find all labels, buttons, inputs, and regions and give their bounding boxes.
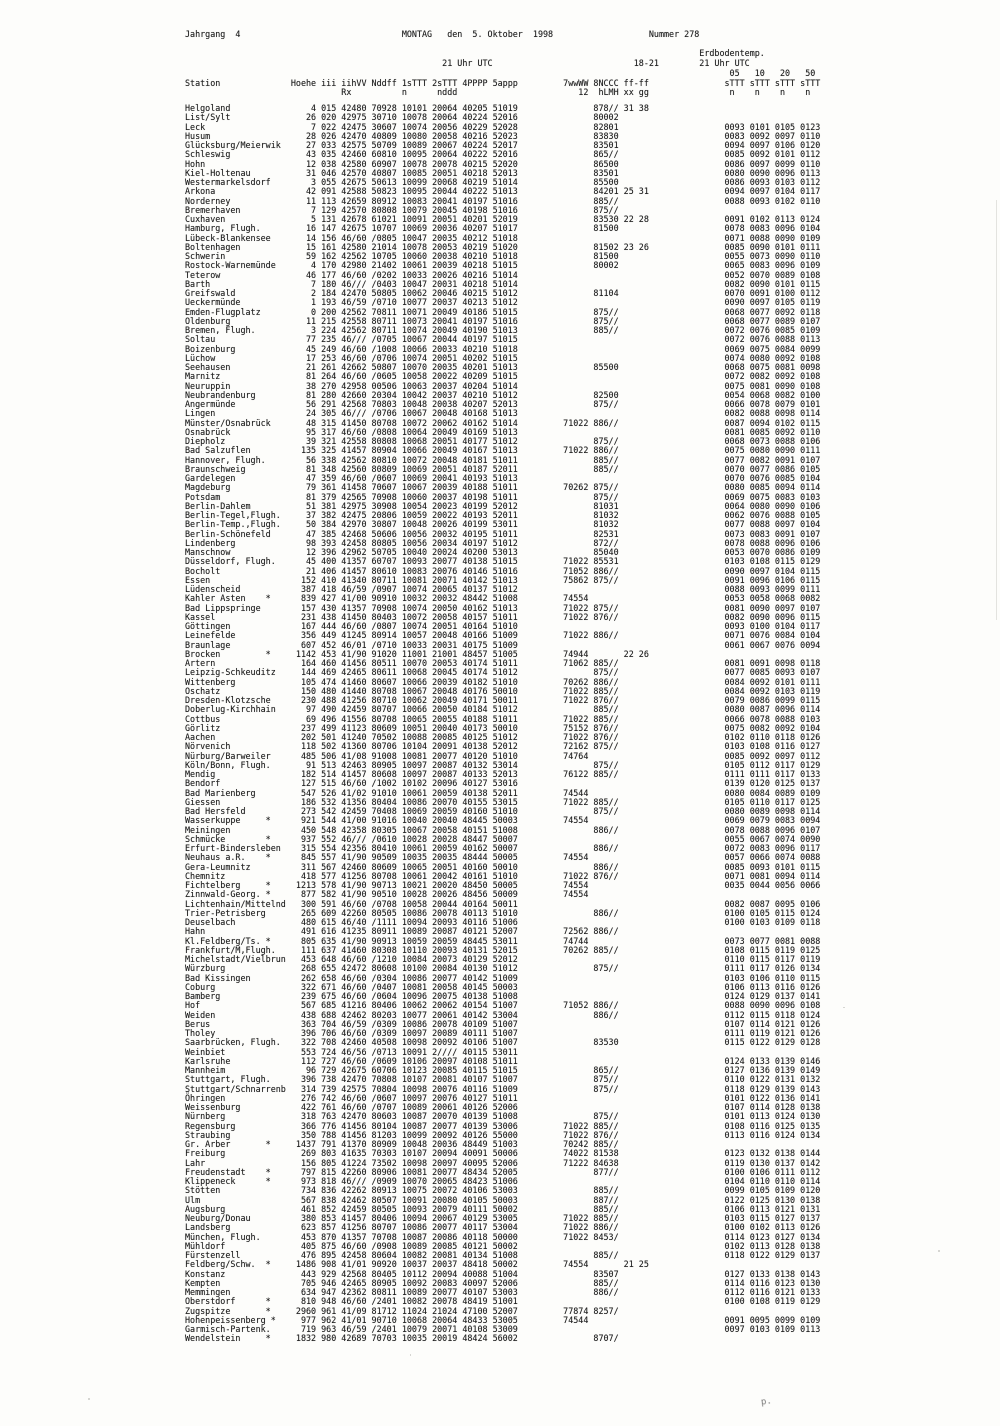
table-row: Kl.Feldberg/Ts. * 805 635 41/90 90913 10059 20059 48445 53011 74744 0073 0077 0081 0088	[185, 935, 821, 946]
table-row: Frankfurt/M,Flugh. 111 637 41460 80308 10110 20093 40131 52015 70262 885// 0108 0115 0119 0125	[185, 944, 821, 955]
table-row: Lichtenhain/Mittelnd 300 591 46/60 /0708 10058 20044 40164 50011 0082 0087 0095 0106	[185, 898, 821, 909]
table-row: Oldenburg 11 215 42558 80711 10073 20041 40197 51016 875// 0068 0077 0089 0107	[185, 315, 821, 326]
table-row: Hohenpeissenberg * 977 962 41/01 90710 10068 20064 48433 53005 74544 0091 0095 0099 0109	[185, 1314, 821, 1325]
table-row: Memmingen 634 947 42362 80811 10089 20077 40107 53003 886// 0112 0116 0121 0133	[185, 1287, 821, 1297]
table-row: Tholey 396 706 46/60 /0309 10097 20089 40111 51007 0111 0119 0121 0126	[185, 1028, 821, 1038]
table-row: Berus 363 704 46/59 /0309 10086 20078 40109 51007 0107 0114 0121 0126	[185, 1018, 821, 1029]
table-row: Weissenburg 422 761 46/60 /0707 10089 20061 40126 52006 0107 0114 0128 0138	[185, 1102, 821, 1112]
header-line: 05 10 20 50	[185, 67, 816, 78]
table-row: Teterow 46 177 46/60 /0202 10033 20026 40216 51014 0052 0070 0089 0108	[185, 269, 821, 280]
header-line: Erdbodentemp.	[185, 48, 765, 59]
table-row: Braunschweig 81 348 42560 80809 10069 20051 40187 52011 885// 0070 0077 0086 0105	[185, 463, 821, 474]
table-row: Hof 567 685 41216 80406 10062 20062 40154 51007 71052 886// 0088 0090 0096 0108	[185, 1000, 821, 1011]
table-row: Saarbrücken, Flugh. 322 708 42460 40508 10098 20092 40106 51007 83530 0115 0122 0129 0128	[185, 1037, 821, 1048]
table-row: Weinbiet 553 724 46/56 /0713 10091 2//// 40115 53011	[185, 1046, 518, 1057]
table-row: Neubrandenburg 81 280 42660 20304 10042 20037 40210 51012 82500 0054 0068 0082 0100	[185, 389, 821, 400]
table-row: Schmücke * 937 552 46/// /0610 10028 20028 48447 50007 0055 0067 0074 0090	[185, 833, 821, 844]
table-row: Oschatz 150 480 41440 80708 10067 20048 40176 50010 71022 885// 0084 0092 0103 0119	[185, 685, 821, 696]
table-row: Gr. Arber * 1437 791 41370 80909 10048 20036 48449 51003 70242 885//	[185, 1139, 619, 1149]
table-row: Meiningen 450 548 42358 80305 10067 20058 40151 51008 886// 0078 0088 0096 0107	[185, 824, 821, 835]
table-row: Ueckermünde 1 193 46/59 /0710 10077 20037 40213 51012 0090 0097 0105 0119	[185, 297, 821, 308]
table-row: Berlin-Dahlem 51 381 42975 30908 10054 20023 40199 52012 81031 0064 0080 0090 0106	[185, 500, 821, 511]
table-row: Chemnitz 418 577 41256 80708 10061 20042 40161 51010 71022 876// 0071 0081 0094 0114	[185, 870, 821, 881]
table-row: Cuxhaven 5 131 42678 61021 10091 20051 40201 52019 83530 22 28 0091 0102 0113 0124	[185, 214, 821, 224]
table-row: Arkona 42 091 42588 50823 10095 20044 40222 51013 84201 25 31 0094 0097 0104 0117	[185, 186, 821, 197]
table-row: Leinefelde 356 449 41245 80914 10057 20048 40166 51009 71022 886// 0071 0076 0084 0104	[185, 630, 821, 641]
table-row: Rostock-Warnemünde 4 170 42980 21402 10061 20039 40218 51015 80002 0065 0083 0096 0109	[185, 260, 821, 271]
table-row: Barth 7 180 46/// /0403 10047 20031 40218 51014 0082 0090 0101 0115	[185, 278, 821, 289]
table-row: Schwerin 59 162 42562 10705 10060 20038 40210 51018 81500 0055 0073 0090 0110	[185, 251, 821, 261]
table-row: Stötten 734 836 42262 80913 10075 20072 40106 53003 885// 0099 0105 0109 0120	[185, 1185, 821, 1196]
table-row: Berlin-Tegel,Flugh. 37 382 42475 20806 10059 20022 40193 52011 81032 0062 0076 0088 0105	[185, 510, 821, 520]
table-row: Bendorf 127 515 46/60 /1002 10102 20096 40127 53016 0139 0120 0125 0137	[185, 778, 821, 789]
table-row: Mannheim 96 729 42675 60706 10123 20085 40115 51015 865// 0127 0136 0139 0149	[185, 1065, 821, 1075]
table-row: Nörvenich 118 502 41360 80706 10104 20091 40138 52012 72162 875// 0103 0108 0116 0127	[185, 741, 821, 752]
table-row: Göttingen 167 444 46/60 /0807 10074 20051 40164 51010 0093 0100 0104 0117	[185, 621, 821, 631]
table-row: Deuselbach 480 615 46/40 /1111 10094 20093 40116 51006 0100 0103 0109 0118	[185, 917, 821, 927]
table-row: Magdeburg 79 361 41458 70607 10067 20039 40188 51011 70262 875// 0080 0085 0094 0114	[185, 482, 821, 493]
table-row: Görlitz 237 499 41123 80609 10051 20040 40173 50010 75152 876// 0075 0082 0092 0104	[185, 722, 821, 733]
table-row: Doberlug-Kirchhain 97 490 42459 80707 10066 20050 40184 51012 885// 0080 0087 0096 0114	[185, 704, 821, 715]
table-row: Mendig 182 514 41457 80608 10097 20087 40133 52013 76122 885// 0111 0111 0117 0133	[185, 769, 821, 779]
table-row: Bamberg 239 675 46/60 /0604 10096 20075 40138 51008 0124 0129 0137 0141	[185, 991, 821, 1001]
table-row: Hohn 12 038 42580 60907 10078 20078 40215 52020 86500 0086 0097 0099 0110	[185, 158, 821, 169]
table-row: Coburg 322 671 46/60 /0407 10081 20058 40145 50003 0106 0113 0116 0126	[185, 981, 821, 992]
table-row: Freiburg 269 803 41635 70303 10107 20094 40091 50006 74022 81538 0123 0132 0138 0144	[185, 1148, 821, 1159]
table-row: Essen 152 410 41340 80711 10081 20071 40142 51013 75862 875// 0091 0096 0106 0115	[185, 574, 821, 585]
table-row: Leck 7 022 42475 30607 10074 20056 40229 52028 82801 0093 0101 0105 0123	[185, 121, 821, 132]
observation-table	[185, 104, 820, 1344]
header-line: Rx n nddd 12 hLMH xx gg n n n n	[185, 87, 811, 98]
table-row: Brocken * 1142 453 41/90 91020 11001 21001 48457 51005 74944 22 26	[185, 648, 649, 659]
table-row: Erfurt-Bindersleben 315 554 42356 80410 10061 20059 40162 50007 886// 0072 0083 0096 0117	[185, 843, 821, 853]
table-row: Oberstdorf * 810 948 46/60 /2401 10082 20078 48419 51001 0100 0108 0119 0129	[185, 1296, 821, 1307]
table-row: Bad Lippspringe 157 430 41357 70908 10074 20050 40162 51013 71022 875// 0081 0090 0097 0107	[185, 602, 821, 613]
table-row: Lüchow 17 253 46/60 /0706 10074 20051 40202 51015 0074 0080 0092 0108	[185, 352, 821, 363]
table-row: Münster/Osnabrück 48 315 41450 80708 10072 20062 40162 51014 71022 886// 0087 0094 0102 0115	[185, 417, 821, 428]
table-row: Greifswald 2 184 42470 50805 10062 20046 40215 51012 81104 0070 0091 0100 0112	[185, 288, 821, 298]
table-row: Freudenstadt * 797 815 42260 80906 10081 20077 48434 52005 877// 0100 0106 0111 0112	[185, 1166, 821, 1177]
table-row: Marnitz 81 264 46/60 /0605 10058 20022 40209 51015 0072 0082 0092 0108	[185, 371, 821, 382]
table-row: Dresden-Klotzsche 230 488 41256 80710 10062 20049 40171 50011 71022 876// 0079 0086 0099 0115	[185, 695, 821, 705]
table-row: Boizenburg 45 249 46/60 /1008 10066 20033 40210 51018 0069 0075 0084 0099	[185, 343, 821, 354]
table-row: Kassel 231 438 41450 80403 10072 20058 40157 51011 71022 876// 0082 0090 0096 0115	[185, 611, 821, 622]
table-row: Stuttgart/Schnarrenb 314 739 42575 70804 10098 20076 40116 51009 875// 0118 0129 0139 0143	[185, 1083, 821, 1094]
table-row: Osnabrück 95 317 46/60 /0808 10064 20049 40169 51013 0081 0085 0092 0110	[185, 426, 821, 437]
table-row: Gardelegen 47 359 46/60 /0607 10069 20041 40193 51013 0070 0076 0085 0104	[185, 473, 821, 483]
table-row: Schleswig 43 035 42460 60810 10095 20064 40222 52016 865// 0085 0092 0101 0112	[185, 149, 821, 160]
table-row: Neuburg/Donau 380 853 41457 80406 10094 20067 40129 53005 71022 885// 0103 0115 0127 0137	[185, 1213, 821, 1223]
table-row: Giessen 186 532 41356 80404 10086 20070 40155 53015 71022 885// 0105 0110 0117 0125	[185, 796, 821, 807]
table-row: Hahn 491 616 41235 80911 10089 20087 40121 52007 72562 886//	[185, 926, 619, 937]
table-row: Augsburg 461 852 42459 80505 10093 20079 40111 50002 885// 0106 0113 0121 0131	[185, 1203, 821, 1214]
table-row: Wittenberg 105 474 41460 80607 10066 20039 40182 51010 70262 886// 0084 0092 0101 0111	[185, 676, 821, 687]
table-row: Nürnberg 318 763 42470 80603 10087 20070 40139 51008 875// 0101 0113 0124 0130	[185, 1111, 821, 1122]
table-row: Bad Hersfeld 273 542 42459 70408 10069 20059 40160 51010 875// 0080 0089 0098 0114	[185, 806, 821, 816]
table-row: Emden-Flugplatz 0 200 42562 70811 10071 20049 40186 51015 875// 0068 0077 0092 0118	[185, 306, 821, 317]
table-row: Landsberg 623 857 41256 80707 10086 20077 40117 53004 71022 886// 0100 0102 0113 0126	[185, 1222, 821, 1233]
table-row: Berlin-Temp.,Flugh. 50 384 42970 30807 10048 20026 40199 53011 81032 0077 0088 0097 0104	[185, 519, 821, 530]
table-row: Seehausen 21 261 42662 50807 10070 20035 40201 51013 85500 0068 0075 0081 0098	[185, 362, 821, 372]
table-row: Neuhaus a.R. * 845 557 41/90 90509 10035 20035 48444 50005 74554 0057 0066 0074 0088	[185, 852, 821, 863]
table-row: Hannover, Flugh. 56 338 42562 80810 10072 20048 40181 51011 885// 0077 0082 0091 0107	[185, 454, 821, 465]
scan-speck	[843, 1007, 845, 1008]
table-row: Garmisch-Partenk. 719 963 46/59 /2401 10079 20071 40108 53009 0097 0103 0109 0113	[185, 1324, 821, 1334]
table-row: Lahr 156 805 41224 73502 10098 20097 40095 52006 71222 84638 0119 0130 0137 0142	[185, 1157, 821, 1168]
table-row: Braunlage 607 452 46/01 /0710 10033 20031 40175 51009 0061 0067 0076 0094	[185, 639, 821, 650]
table-row: Stuttgart, Flugh. 396 738 42470 70808 10107 20081 40107 51007 875// 0110 0122 0131 0132	[185, 1074, 821, 1085]
table-row: Trier-Petrisberg 265 609 42260 80505 10086 20078 40113 51010 886// 0100 0105 0115 0124	[185, 907, 821, 918]
table-row: Bremerhaven 7 129 42570 80808 10079 20045 40198 51016 875//	[185, 204, 619, 215]
table-row: Norderney 11 113 42659 80912 10083 20041 40197 51016 885// 0088 0093 0102 0110	[185, 195, 821, 206]
table-row: Aachen 202 501 41240 70502 10088 20085 40125 51012 71022 876// 0102 0110 0118 0126	[185, 732, 821, 742]
table-row: Würzburg 268 655 42472 80608 10100 20084 40130 51012 875// 0111 0117 0126 0134	[185, 963, 821, 974]
table-row: Bad Salzuflen 135 325 41457 80904 10066 20049 40167 51013 71022 886// 0075 0080 0090 0111	[185, 445, 821, 456]
table-row: Hamburg, Flugh. 16 147 42675 10707 10069 20036 40207 51017 81500 0078 0083 0096 0104	[185, 223, 821, 234]
table-row: Kempten 705 946 42465 80905 10092 20083 40097 52006 885// 0114 0116 0123 0130	[185, 1277, 821, 1288]
table-row: Konstanz 443 929 42568 80405 10112 20094 40088 51004 83507 0127 0133 0138 0143	[185, 1268, 821, 1279]
table-row: Manschnow 12 396 42962 50705 10040 20024 40200 53013 85040 0053 0070 0086 0109	[185, 547, 821, 557]
table-row: Wasserkuppe * 921 544 41/00 91016 10040 20040 48445 50003 74554 0069 0079 0083 0094	[185, 815, 821, 826]
table-row: Zinnwald-Georg. * 877 582 41/90 90510 10028 20026 48456 50009 74554	[185, 889, 589, 900]
table-row: Diepholz 39 321 42558 80808 10068 20051 40177 51012 875// 0068 0073 0088 0106	[185, 436, 821, 446]
table-row: Bremen, Flugh. 3 224 42562 80711 10074 20049 40190 51013 885// 0072 0076 0085 0109	[185, 325, 821, 335]
table-row: List/Sylt 26 020 42975 30710 10078 20064 40224 52016 80002	[185, 112, 619, 123]
table-row: Artern 164 460 41456 80511 10070 20053 40174 51011 71062 885// 0081 0091 0098 0118	[185, 658, 821, 668]
scan-speck	[88, 1398, 90, 1400]
table-row: Fichtelberg * 1213 578 41/90 90713 10021 20020 48450 50005 74554 0035 0044 0056 0066	[185, 880, 821, 890]
table-row: Westermarkelsdorf 3 055 42675 50613 10099 20068 40219 51014 85500 0086 0093 0103 0112	[185, 177, 821, 187]
table-row: Karlsruhe 112 727 46/60 /0609 10106 20097 40108 51011 0124 0133 0139 0146	[185, 1055, 821, 1066]
table-row: Kahler Asten * 839 427 41/00 90910 10032 20032 48442 51008 74554 0053 0058 0068 0082	[185, 593, 821, 604]
header-line: Station Hoehe iii iihVV Nddff 1sTTT 2sTTT 4PPPP 5appp 7wwWW 8NCCC ff-ff sTTT sTTT sTTT sTTT	[185, 77, 821, 88]
table-row: Bocholt 21 406 41457 80610 10083 20076 40146 51016 71052 886// 0090 0097 0104 0115	[185, 565, 821, 576]
table-row: Neuruppin 38 270 42958 00506 10063 20037 40204 51014 0075 0081 0090 0108	[185, 380, 821, 391]
table-row: Kiel-Holtenau 31 046 42570 40807 10085 20051 40218 52013 83501 0080 0090 0096 0113	[185, 167, 821, 178]
table-row: Zugspitze * 2960 961 41/09 81712 11024 21024 47100 52007 77874 8257/	[185, 1305, 619, 1316]
table-row: Köln/Bonn, Flugh. 91 513 42463 80905 10097 20087 40132 53014 875// 0105 0112 0117 0129	[185, 759, 821, 770]
scan-streak	[996, 200, 997, 620]
table-row: Husum 28 026 42470 40809 10080 20058 40216 52023 83830 0083 0092 0097 0110	[185, 130, 821, 141]
scan-speck	[410, 1354, 411, 1356]
table-row: Lübeck-Blankensee 14 156 46/60 /0805 10047 20035 40212 51018 0071 0088 0090 0109	[185, 232, 821, 243]
table-row: Cottbus 69 496 41556 80708 10065 20055 40188 51011 71022 885// 0066 0078 0088 0103	[185, 713, 821, 724]
table-row: Helgoland 4 015 42480 70928 10101 20064 40205 51019 878// 31 38	[185, 103, 649, 113]
header-line: Jahrgang 4 MONTAG den 5. Oktober 1998 Nummer 278	[185, 29, 700, 39]
table-row: Düsseldorf, Flugh. 45 400 41357 60707 10093 20077 40138 51015 71022 85531 0103 0108 0115 0129	[185, 556, 821, 567]
table-row: München, Flugh. 453 870 41357 70708 10087 20086 40118 50000 71022 8453/ 0114 0123 0127 0134	[185, 1231, 821, 1242]
table-row: Michelstadt/Vielbrun 453 648 46/60 /1210 10084 20073 40129 52012 0110 0115 0117 0119	[185, 954, 821, 964]
table-row: Potsdam 81 379 42565 70908 10060 20037 40198 51011 875// 0069 0075 0083 0103	[185, 491, 821, 502]
page-header	[185, 30, 820, 98]
table-row: Weiden 438 688 42462 80203 10077 20061 40142 53004 886// 0112 0115 0118 0124	[185, 1009, 821, 1020]
table-row: Gera-Leumnitz 311 567 42460 80609 10065 20051 40160 50010 886// 0085 0093 0101 0115	[185, 861, 821, 872]
table-row: Mühldorf 405 875 46/60 /0908 10089 20085 40121 50002 0102 0113 0128 0138	[185, 1240, 821, 1251]
footer-smudge: p.	[760, 1396, 773, 1408]
table-row: Ulm 567 838 42462 80507 10091 20080 40105 50003 887// 0122 0125 0130 0138	[185, 1194, 821, 1205]
table-row: Straubing 350 788 41456 81203 10099 20092 40126 55000 71022 876// 0113 0116 0124 0134	[185, 1129, 821, 1140]
table-row: Bad Marienberg 547 526 41/02 91010 10061 20059 40138 52011 74544 0080 0084 0089 0109	[185, 787, 821, 798]
scan-speck	[938, 1250, 940, 1252]
table-row: Fürstenzell 476 895 42458 80604 10082 20081 40134 51008 885// 0118 0122 0129 0137	[185, 1250, 821, 1260]
table-row: Wendelstein * 1832 980 42689 70703 10035 20019 48424 56002 8707/	[185, 1333, 619, 1344]
table-row: Öhringen 276 742 46/60 /0607 10097 20076 40127 51011 0101 0122 0136 0141	[185, 1092, 821, 1103]
table-row: Glücksburg/Meierwik 27 033 42575 50709 10089 20067 40224 52017 83501 0094 0097 0106 0120	[185, 140, 821, 150]
table-row: Bad Kissingen 262 658 46/60 /0304 10086 20077 40142 51009 0103 0106 0110 0115	[185, 972, 821, 983]
table-row: Nürburg/Barweiler 485 506 41/08 91008 10081 20077 40120 51010 74764 0085 0092 0097 0112	[185, 750, 821, 761]
table-row: Klippeneck * 973 818 46/// /0909 10070 20065 48423 51006 0104 0110 0110 0114	[185, 1176, 821, 1186]
table-row: Berlin-Schönefeld 47 385 42468 50606 10056 20032 40195 51011 82531 0073 0083 0091 0107	[185, 528, 821, 539]
header-line: 21 Uhr UTC 18-21 21 Uhr UTC	[185, 58, 750, 69]
table-row: Lüdenscheid 387 418 46/59 /0907 10074 20065 40137 51012 0088 0093 0099 0111	[185, 584, 821, 594]
table-row: Leipzig-Schkeuditz 144 469 42465 80611 10068 20045 40174 51012 875// 0077 0085 0093 0107	[185, 667, 821, 678]
table-row: Lindenberg 98 393 42458 80805 10056 20034 40197 51012 872// 0078 0088 0096 0106	[185, 537, 821, 548]
table-row: Angermünde 56 291 42568 70803 10048 20038 40207 52013 875// 0066 0078 0079 0101	[185, 399, 821, 409]
table-row: Lingen 24 305 46/// /0706 10067 20048 40168 51013 0082 0088 0098 0114	[185, 408, 821, 419]
table-row: Soltau 77 235 46/// /0705 10067 20044 40197 51015 0072 0076 0088 0113	[185, 334, 821, 345]
table-row: Regensburg 366 776 41456 80104 10087 20077 40139 53006 71022 885// 0108 0116 0125 0135	[185, 1120, 821, 1131]
table-row: Boltenhagen 15 161 42580 21014 10078 20053 40219 51020 81502 23 26 0085 0090 0101 0111	[185, 241, 821, 252]
table-row: Feldberg/Schw. * 1486 908 41/01 90920 10037 20037 48418 50002 74554 21 25	[185, 1259, 649, 1270]
